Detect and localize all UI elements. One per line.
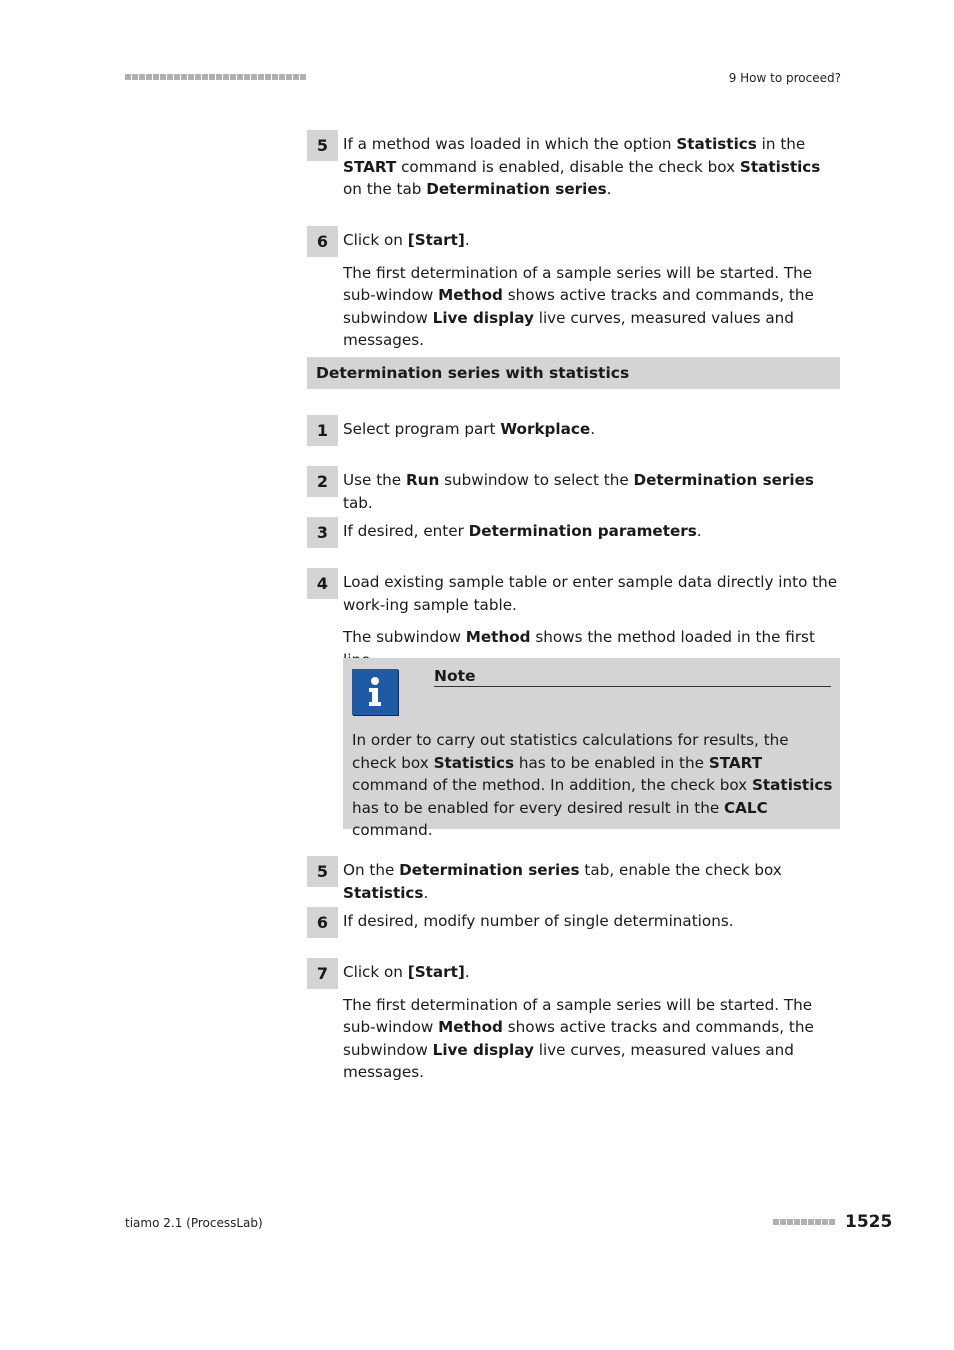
- step-text: Use the Run subwindow to select the Determination series tab.: [343, 471, 814, 512]
- step-text: If a method was loaded in which the option Statistics in the START command is enabled, disable the check box Statistics on the tab Determination series.: [343, 135, 821, 199]
- step-number: 7: [307, 958, 338, 989]
- step-number: 4: [307, 568, 338, 599]
- step-result-text: The first determination of a sample series will be started. The sub-window Method shows active tracks and commands, the subwindow Live display live curves, measured values and messages.: [343, 995, 814, 1082]
- step-number: 5: [307, 130, 338, 161]
- note-text: In order to carry out statistics calculations for results, the check box Statistics has to be enabled in the START command of the method. In addition, the check box Statistics has to be enabled for every desired result in the CALC command.: [352, 731, 833, 840]
- step-number: 6: [307, 226, 338, 257]
- step-text: Click on [Start].: [343, 231, 470, 249]
- step-top-5: [307, 130, 840, 211]
- step-text: Load existing sample table or enter sample data directly into the work-ing sample table.: [343, 573, 838, 614]
- page-number: 1525: [845, 1212, 893, 1232]
- step-5: [307, 856, 840, 914]
- step-2: [307, 466, 840, 524]
- step-number: 5: [307, 856, 338, 887]
- step-1: [307, 415, 840, 451]
- step-number: 6: [307, 907, 338, 938]
- header-decoration: [125, 74, 307, 80]
- step-6: [307, 907, 840, 943]
- step-number: 2: [307, 466, 338, 497]
- step-top-6: [307, 226, 840, 362]
- step-number: 3: [307, 517, 338, 548]
- step-text: Click on [Start].: [343, 963, 470, 981]
- step-result-text: The first determination of a sample series will be started. The sub-window Method shows active tracks and commands, the subwindow Live display live curves, measured values and messages.: [343, 263, 814, 350]
- chapter-header: 9 How to proceed?: [728, 71, 841, 85]
- step-number: 1: [307, 415, 338, 446]
- note-box: [343, 658, 840, 840]
- step-text: If desired, modify number of single determinations.: [343, 912, 734, 930]
- step-3: [307, 517, 840, 553]
- section-heading: Determination series with statistics: [307, 357, 840, 389]
- footer-product: tiamo 2.1 (ProcessLab): [125, 1216, 263, 1230]
- step-text: If desired, enter Determination parameters.: [343, 522, 702, 540]
- note-title: Note: [434, 667, 831, 687]
- step-text: Select program part Workplace.: [343, 420, 596, 438]
- step-7: [307, 958, 840, 1094]
- step-result-text: The subwindow Method shows the method loaded in the first: [343, 628, 815, 647]
- footer-decoration: [773, 1219, 836, 1225]
- step-text: On the Determination series tab, enable the check box Statistics.: [343, 861, 782, 902]
- info-icon: [352, 669, 398, 715]
